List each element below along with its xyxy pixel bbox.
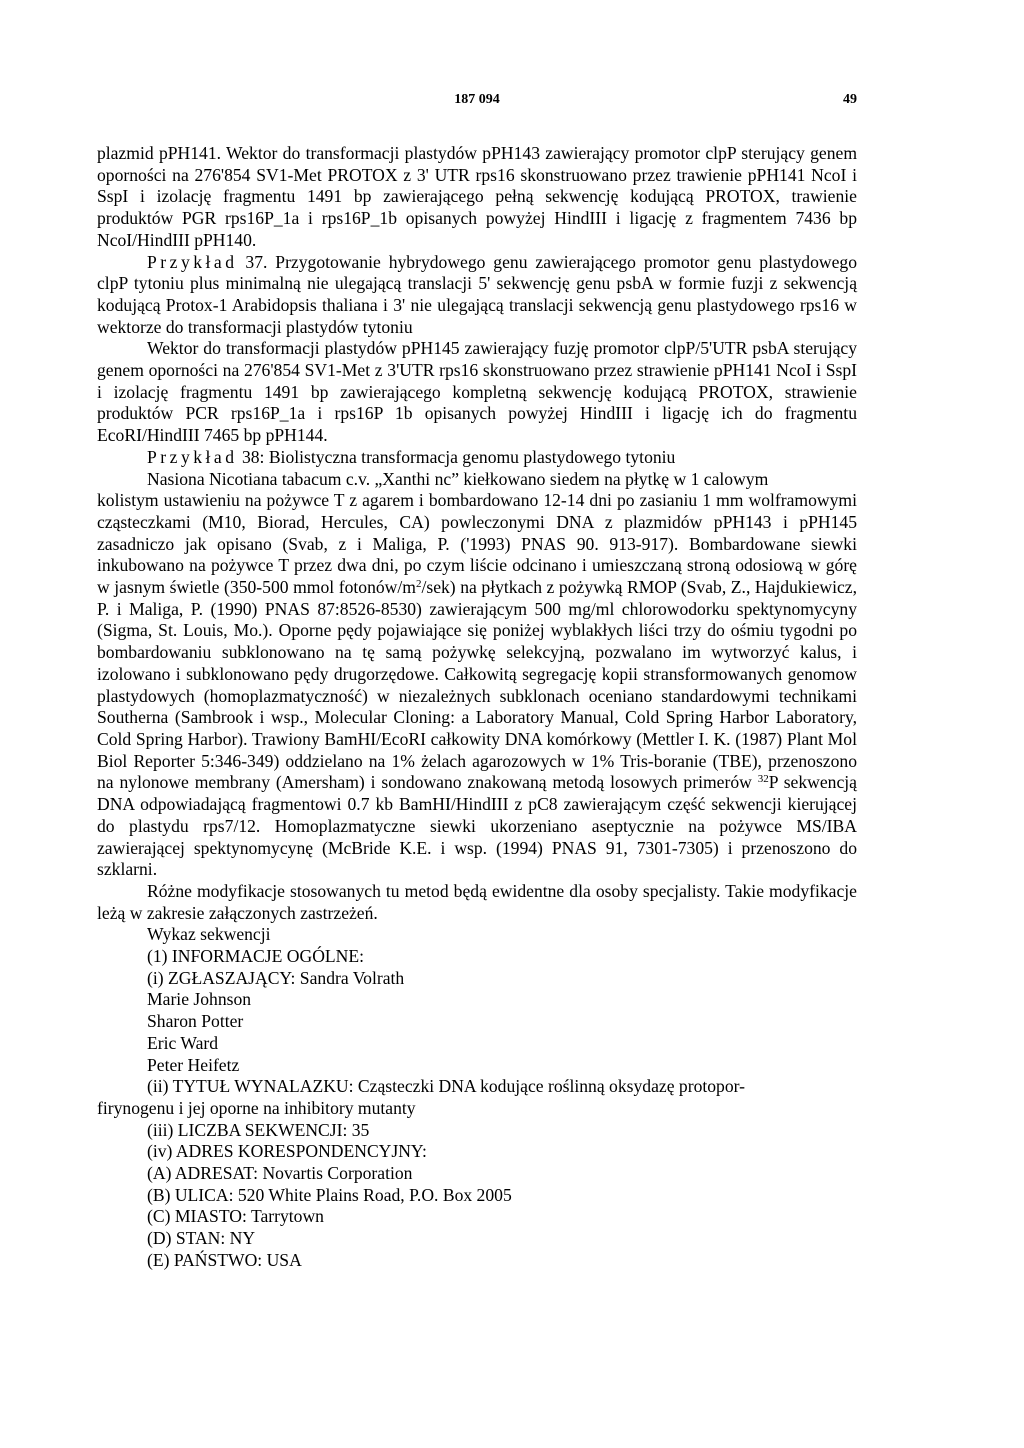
example-label: Przykład	[147, 446, 238, 467]
superscript-2: 2	[415, 578, 422, 591]
example-label: Przykład	[147, 251, 238, 272]
patent-number: 187 094	[454, 92, 500, 107]
applicant-name: Eric Ward	[147, 1032, 219, 1053]
invention-title-continuation: firynogenu i jej oporne na inhibitory mutanty	[97, 1097, 416, 1118]
sequence-list-heading: Wykaz sekwencji	[147, 924, 271, 945]
example-37-text: 37. Przygotowanie hybrydowego genu zawierającego promotor genu plastydowego clpP tytoniu plus minimalną nie ulegającą translacji 5' sekwencję genu psbA w formie fuzji z sekwencją kodującą Protox-1 Arabidopsis thaliana i 3' nie ulegającą translacji sekwencją genu plastydowego rps16 w wektorze do transformacji plastydów tytoniu	[97, 251, 857, 337]
document-body	[97, 143, 857, 1272]
paragraph-example-38	[97, 447, 857, 469]
addressee: (A) ADRESAT: Novartis Corporation	[147, 1163, 413, 1184]
superscript-32: 32	[757, 773, 769, 786]
applicant-name: Marie Johnson	[147, 989, 252, 1010]
method-text-c: P sekwencją DNA odpowiadającą fragmentowi 0.7 kb BamHI/HindIII z pC8 zawierającym część sekwencji kierującej do plastydu rps7/12. Homoplazmatyczne siewki ukorzeniano aseptycznie na pożywce MS/IBA zawierającej spektynomycynę (McBride K.E. i wsp. (1994) PNAS 91, 7301-7305) i przenoszono do szklarni.	[97, 772, 857, 880]
applicant-line: (i) ZGŁASZAJĄCY: Sandra Volrath	[147, 967, 405, 988]
sequence-count: (iii) LICZBA SEKWENCJI: 35	[147, 1119, 370, 1140]
page-header	[97, 92, 857, 112]
paragraph-plasmid-pph143: plazmid pPH141. Wektor do transformacji plastydów pPH143 zawierający promotor clpP sterujący genem oporności na 276'854 SV1-Met PROTOX z 3' UTR rps16 skonstruowano przez trawienie pPH141 NcoI i SspI i izolację fragmentu 1491 bp zawierającego pełną sekwencję kodującą PROTOX, trawienie produktów PGR rps16P_1a i rps16P_1b opisanych powyżej HindIII i ligację z fragmentem 7436 bp NcoI/HindIII pPH140.	[97, 143, 857, 250]
paragraph-example-37	[97, 252, 857, 339]
method-text-a: kolistym ustawieniu na pożywce T z agarem i bombardowano 12-14 dni po zasianiu 1 mm wolframowymi cząsteczkami (M10, Biorad, Hercules, CA) powleczonymi DNA z plazmidów pPH143 i pPH145 zasadniczo jak opisano (Svab, z i Maliga, P. ('1993) PNAS 90. 913-917). Bombardowane siewki inkubowano na pożywce T przez dwa dni, po czym liście odcinano i umieszczaną stroną odosiową w górę w jasnym świetle (350-500 mmol fotonów/m	[97, 490, 857, 598]
method-first-line: Nasiona Nicotiana tabacum c.v. „Xanthi nc” kiełkowano siedem na płytkę w 1 calowym	[147, 468, 769, 489]
country: (E) PAŃSTWO: USA	[147, 1249, 302, 1270]
applicant-name: Peter Heifetz	[147, 1054, 240, 1075]
general-info: (1) INFORMACJE OGÓLNE:	[147, 946, 364, 967]
paragraph-biolistic-method	[97, 469, 857, 881]
paragraph-modifications: Różne modyfikacje stosowanych tu metod będą ewidentne dla osoby specjalisty. Takie modyfikacje leżą w zakresie załączonych zastrzeżeń.	[97, 880, 857, 923]
street: (B) ULICA: 520 White Plains Road, P.O. Box 2005	[147, 1184, 512, 1205]
example-38-title: 38: Biolistyczna transformacja genomu plastydowego tytoniu	[237, 446, 676, 467]
method-text-b: /sek) na płytkach z pożywką RMOP (Svab, Z., Hajdukiewicz, P. i Maliga, P. (1990) PNAS 87:8526-8530) zawierającym 500 mg/ml chlorowodorku spektynomycyny (Sigma, St. Louis, Mo.). Oporne pędy pojawiające się poniżej wyblakłych liści trzy do ośmiu tygodni po bombardowaniu subklonowano na tę samą pożywkę selekcyjną, pozwalano im wytworzyć kalus, i izolowano i subklonowano pędy drugorzędowe. Całkowitą segregację kopii stransformowanych genomow plastydowych (homoplazmatyczność) w niezależnych subklonach oceniano standardowymi technikami Southerna (Sambrook i wsp., Molecular Cloning: a Laboratory Manual, Cold Spring Harbor Laboratory, Cold Spring Harbor). Trawiony BamHI/EcoRI całkowity DNA komórkowy (Mettler I. K. (1987) Plant Mol Biol Reporter 5:346-349) oddzielano na 1% żelach agarozowych w 1% Tris-boranie (TBE), przenoszono na nylonowe membrany (Amersham) i sondowano znakowaną metodą losowych primerów	[97, 577, 858, 793]
correspondence-address: (iv) ADRES KORESPONDENCYJNY:	[147, 1141, 427, 1162]
state: (D) STAN: NY	[147, 1228, 256, 1249]
city: (C) MIASTO: Tarrytown	[147, 1206, 324, 1227]
invention-title-line: (ii) TYTUŁ WYNALAZKU: Cząsteczki DNA kodujące roślinną oksydazę protopor-	[147, 1076, 746, 1097]
applicant-name: Sharon Potter	[147, 1011, 244, 1032]
page-number: 49	[843, 92, 857, 107]
paragraph-vector-pph145: Wektor do transformacji plastydów pPH145 zawierający fuzję promotor clpP/5'UTR psbA sterujący genem oporności na 276'854 SV1-Met z 3'UTR rps16 skonstruowano przez strawienie pPH141 NcoI i SspI i izolację fragmentu 1491 bp zawierającego kompletną sekwencję kodującą PROTOX, strawienie produktów PCR rps16P_1a i rps16P 1b opisanych powyżej HindIII i ligację ich do fragmentu EcoRI/HindIII 7465 bp pPH144.	[97, 338, 857, 446]
